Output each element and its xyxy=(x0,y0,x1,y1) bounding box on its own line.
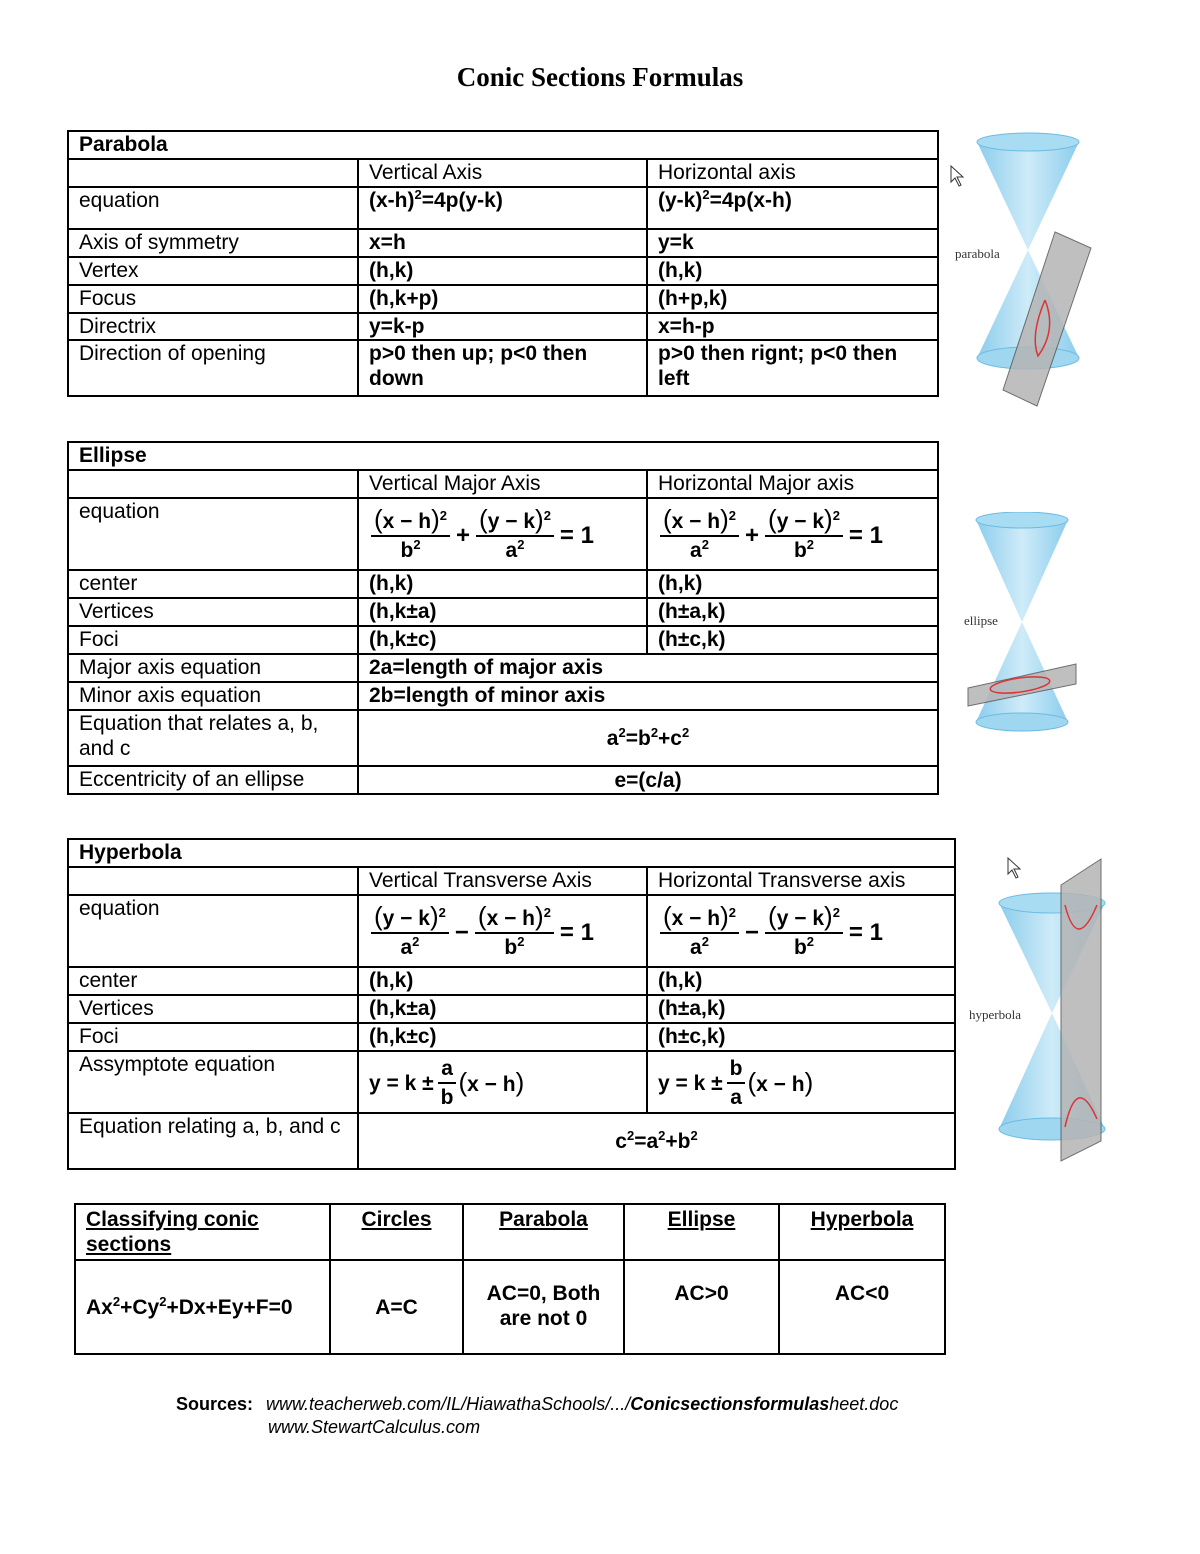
ellipse-col-vertical: Vertical Major Axis xyxy=(358,470,647,498)
cell-value: (h,k) xyxy=(647,967,955,995)
row-label: equation xyxy=(68,895,358,967)
hyperbola-horizontal-equation: $\frac{(x - h)^2}{a^2}$ − $\frac{(y - k)^2}{b^2}$ = 1 xyxy=(647,895,955,967)
classify-table xyxy=(74,1203,946,1355)
cell-value: p>0 then rignt; p<0 then left xyxy=(647,340,938,396)
cell-value: x=h-p xyxy=(647,313,938,340)
row-label: equation xyxy=(68,187,358,229)
cell-value: 2b=length of minor axis xyxy=(358,682,938,710)
cell-value: x=h xyxy=(358,229,647,257)
row-label: Assymptote equation xyxy=(68,1051,358,1113)
row-label: Equation that relates a, b, and c xyxy=(68,710,358,766)
cell-value: y=k xyxy=(647,229,938,257)
cell-value: (h,k) xyxy=(358,570,647,598)
parabola-col-vertical: Vertical Axis xyxy=(358,159,647,187)
blank-cell xyxy=(68,470,358,498)
hyperbola-col-horizontal: Horizontal Transverse axis xyxy=(647,867,955,895)
circles-header: Circles xyxy=(330,1204,463,1260)
sources xyxy=(176,1393,898,1439)
row-label: Foci xyxy=(68,1023,358,1051)
cell-value: (h±c,k) xyxy=(647,626,938,654)
classify-header: Classifying conic sections xyxy=(75,1204,330,1260)
parabola-heading: Parabola xyxy=(68,131,938,159)
ellipse-relation: $a^2=b^2+c^2$ xyxy=(358,710,938,766)
row-label: Directrix xyxy=(68,313,358,340)
row-label: Axis of symmetry xyxy=(68,229,358,257)
cell-value: y=k-p xyxy=(358,313,647,340)
cell-value: (h+p,k) xyxy=(647,285,938,313)
parabola-header: Parabola xyxy=(463,1204,624,1260)
hyperbola-horizontal-asymptote: y = k ± $\frac{b}{a}$ (x − h) xyxy=(647,1051,955,1113)
parabola-cone-figure xyxy=(945,130,1095,410)
sources-label: Sources: xyxy=(176,1394,254,1414)
hyperbola-table xyxy=(67,838,956,1170)
hyperbola-relation: $c^2=a^2+b^2$ xyxy=(358,1113,955,1169)
cell-value: e=(c/a) xyxy=(358,766,938,794)
cell-value: (h,k) xyxy=(358,257,647,285)
row-label: Foci xyxy=(68,626,358,654)
cell-value: (h,k±a) xyxy=(358,995,647,1023)
row-label: center xyxy=(68,570,358,598)
ellipse-horizontal-equation: $\frac{(x - h)^2}{a^2}$ + $\frac{(y - k)^2}{b^2}$ = 1 xyxy=(647,498,938,570)
cell-value: (h,k) xyxy=(647,570,938,598)
circles-condition: A=C xyxy=(330,1260,463,1354)
parabola-table xyxy=(67,130,939,397)
blank-cell xyxy=(68,159,358,187)
ellipse-heading: Ellipse xyxy=(68,442,938,470)
hyperbola-vertical-equation: $\frac{(y - k)^2}{a^2}$ − $\frac{(x - h)^2}{b^2}$ = 1 xyxy=(358,895,647,967)
general-equation: $Ax^2+Cy^2+Dx+Ey+F=0$ xyxy=(75,1260,330,1354)
row-label: Direction of opening xyxy=(68,340,358,396)
cell-value: (h,k) xyxy=(358,967,647,995)
row-label: Vertex xyxy=(68,257,358,285)
row-label: Focus xyxy=(68,285,358,313)
hyperbola-cone-figure xyxy=(965,855,1110,1165)
page-title: Conic Sections Formulas xyxy=(456,62,744,92)
parabola-figure-label: parabola xyxy=(955,246,1000,261)
row-label: Equation relating a, b, and c xyxy=(68,1113,358,1169)
source-link-1[interactable]: www.teacherweb.com/IL/HiawathaSchools/.../Conicsectionsformulasheet.doc xyxy=(266,1394,899,1414)
cell-value: (h,k±c) xyxy=(358,1023,647,1051)
row-label: Major axis equation xyxy=(68,654,358,682)
cell-value: (h,k±a) xyxy=(358,598,647,626)
row-label: Vertices xyxy=(68,995,358,1023)
ellipse-condition: AC>0 xyxy=(624,1260,779,1354)
ellipse-col-horizontal: Horizontal Major axis xyxy=(647,470,938,498)
cell-value: (h,k+p) xyxy=(358,285,647,313)
row-label: center xyxy=(68,967,358,995)
hyperbola-col-vertical: Vertical Transverse Axis xyxy=(358,867,647,895)
hyperbola-header: Hyperbola xyxy=(779,1204,945,1260)
parabola-horizontal-equation: $(y-k)^2=4p(x-h)$ xyxy=(647,187,938,229)
hyperbola-heading: Hyperbola xyxy=(68,839,955,867)
row-label: Vertices xyxy=(68,598,358,626)
parabola-condition: AC=0, Both are not 0 xyxy=(463,1260,624,1354)
ellipse-cone-figure xyxy=(962,512,1082,732)
parabola-col-horizontal: Horizontal axis xyxy=(647,159,938,187)
cell-value: (h±a,k) xyxy=(647,995,955,1023)
hyperbola-vertical-asymptote: y = k ± $\frac{a}{b}$ (x − h) xyxy=(358,1051,647,1113)
hyperbola-figure-label: hyperbola xyxy=(969,1007,1021,1022)
cell-value: (h±a,k) xyxy=(647,598,938,626)
row-label: Minor axis equation xyxy=(68,682,358,710)
row-label: equation xyxy=(68,498,358,570)
cell-value: (h±c,k) xyxy=(647,1023,955,1051)
ellipse-vertical-equation: $\frac{(x - h)^2}{b^2}$ + $\frac{(y - k)^2}{a^2}$ = 1 xyxy=(358,498,647,570)
cell-value: (h,k±c) xyxy=(358,626,647,654)
blank-cell xyxy=(68,867,358,895)
source-link-2[interactable]: www.StewartCalculus.com xyxy=(268,1417,481,1437)
cell-value: (h,k) xyxy=(647,257,938,285)
ellipse-header: Ellipse xyxy=(624,1204,779,1260)
parabola-vertical-equation: $(x-h)^2=4p(y-k)$ xyxy=(358,187,647,229)
cell-value: p>0 then up; p<0 then down xyxy=(358,340,647,396)
ellipse-table xyxy=(67,441,939,795)
ellipse-figure-label: ellipse xyxy=(964,613,998,628)
row-label: Eccentricity of an ellipse xyxy=(68,766,358,794)
hyperbola-condition: AC<0 xyxy=(779,1260,945,1354)
cell-value: 2a=length of major axis xyxy=(358,654,938,682)
